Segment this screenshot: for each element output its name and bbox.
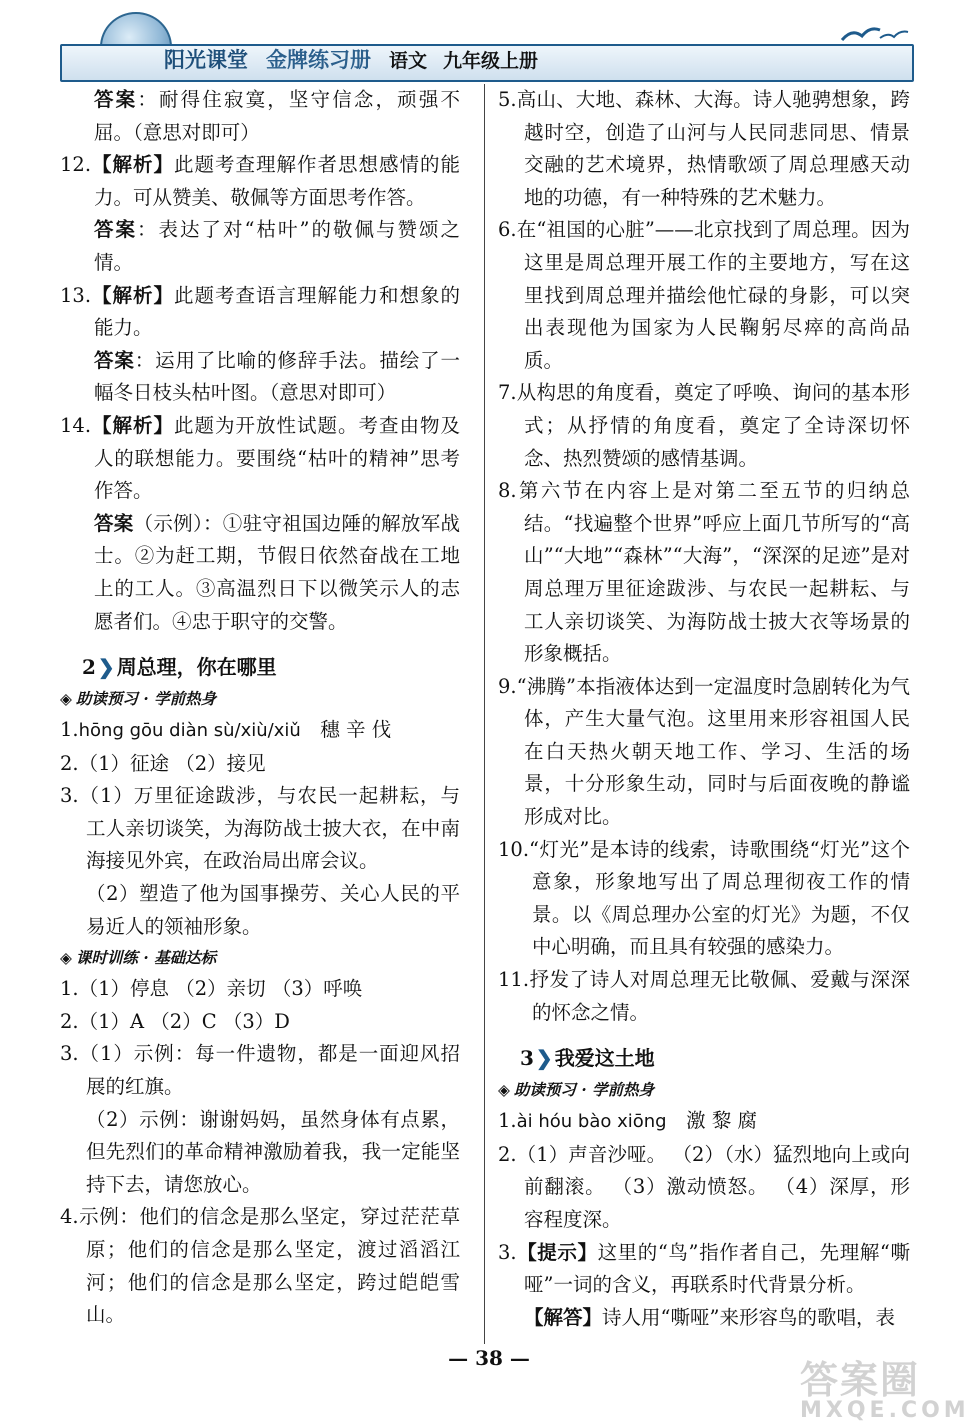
- grade-name: 九年级上册: [443, 50, 539, 72]
- s3-preview-2: 2.（1）声音沙哑。 （2）（水）猛烈地向上或向前翻滚。 （3）激动愤怒。 （4）深厚，形容程度深。: [498, 1142, 910, 1231]
- training-4: 4.示例：他们的信念是那么坚定，穿过茫茫草原；他们的信念是那么坚定，渡过滔滔江河；他们的信念是那么坚定，跨过皑皑雪山。: [60, 1205, 460, 1327]
- chevron-right-icon: ❯: [97, 655, 115, 680]
- answer-11: 答案：耐得住寂寞，坚守信念，顽强不屈。（意思对即可）: [94, 88, 460, 144]
- s3-preview-1: 1.ài hóu bào xiōng 激 黎 腐: [498, 1109, 758, 1133]
- preview-3b: （2）塑造了他为国事操劳、关心人民的平易近人的领袖形象。: [86, 882, 460, 938]
- right-column: [498, 84, 910, 1334]
- answer-6: 6.在“祖国的心脏”——北京找到了周总理。因为这里是周总理开展工作的主要地方，写在这里找到周总理并描绘他忙碌的身影，可以突出表现他为国家为人民鞠躬尽瘁的高尚品质。: [498, 218, 910, 372]
- header-title: [164, 42, 538, 78]
- diamond-icon: ◈: [498, 1080, 510, 1100]
- answer-12: 答案：表达了对“枯叶”的敬佩与赞颂之情。: [94, 218, 460, 274]
- birds-icon: [840, 18, 910, 48]
- subheading-preview-3: ◈ 助读预习 · 学前热身: [498, 1080, 655, 1100]
- question-12: 12.【解析】此题考查理解作者思想感情的能力。可从赞美、敬佩等方面思考作答。: [60, 153, 460, 209]
- diamond-icon: ◈: [60, 948, 72, 968]
- page-number: — 38 —: [448, 1346, 530, 1370]
- page-header: [60, 8, 915, 72]
- answer-5: 5.高山、大地、森林、大海。诗人驰骋想象，跨越时空，创造了山河与人民同悲同思、情景交融的艺术境界，热情歌颂了周总理感天动地的功德，有一种特殊的艺术魅力。: [498, 88, 910, 209]
- training-3b: （2）示例：谢谢妈妈，虽然身体有点累，但先烈们的革命精神激励着我，我一定能坚持下去，请您放心。: [86, 1107, 460, 1196]
- chevron-right-icon: ❯: [535, 1046, 553, 1071]
- left-column: [60, 84, 460, 1332]
- s3-preview-3: 3.【提示】这里的“鸟”指作者自己，先理解“嘶哑”一词的含义，再联系时代背景分析。: [498, 1240, 910, 1297]
- subheading-preview: ◈ 助读预习 · 学前热身: [60, 689, 217, 709]
- question-14: 14.【解析】此题为开放性试题。考查由物及人的联想能力。要围绕“枯叶的精神”思考作答。: [60, 413, 460, 503]
- training-2: 2.（1）A （2）C （3）D: [60, 1009, 290, 1033]
- answer-8: 8.第六节在内容上是对第二至五节的归纳总结。“找遍整个世界”呼应上面几节所写的“高山”“大地”“森林”“大海”，“深深的足迹”是对周总理万里征途跋涉、与农民一起耕耘、与工人亲切谈笑、为海防战士披大衣等场景的形象概括。: [498, 479, 910, 666]
- brand-name: 阳光课堂: [164, 47, 248, 72]
- training-3: 3.（1）示例：每一件遗物，都是一面迎风招展的红旗。: [60, 1042, 460, 1099]
- s3-answer-3: 【解答】诗人用“嘶哑”来形容鸟的歌唱，表: [524, 1305, 895, 1329]
- answer-13: 答案：运用了比喻的修辞手法。描绘了一幅冬日枝头枯叶图。（意思对即可）: [94, 348, 460, 405]
- watermark-logo: 答案圈 MXQE.COM: [800, 1358, 970, 1423]
- subheading-training: ◈ 课时训练 · 基础达标: [60, 948, 217, 968]
- answer-7: 7.从构思的角度看，奠定了呼唤、询问的基本形式；从抒情的角度看，奠定了全诗深切怀念、热烈赞颂的感情基调。: [498, 381, 910, 470]
- question-13: 13.【解析】此题考查语言理解能力和想象的能力。: [60, 283, 460, 340]
- column-divider: [484, 84, 485, 1344]
- preview-1: 1.hōng gōu diàn sù/xiù/xiǔ 穗 辛 伐: [60, 718, 392, 742]
- preview-3: 3.（1）万里征途跋涉，与农民一起耕耘，与工人亲切谈笑，为海防战士披大衣，在中南海接见外宾，在政治局出席会议。: [60, 784, 460, 873]
- subject-name: 语文: [389, 50, 428, 72]
- answer-10: 10.“灯光”是本诗的线索，诗歌围绕“灯光”这个意象，形象地写出了周总理彻夜工作的情景。以《周总理办公室的灯光》为题，不仅中心明确，而且具有较强的感染力。: [498, 837, 910, 959]
- answer-14: 答案（示例）：①驻守祖国边陲的解放军战士。②为赶工期，节假日依然奋战在工地上的工人。③高温烈日下以微笑示人的志愿者们。④忠于职守的交警。: [94, 511, 460, 633]
- answer-11r: 11.抒发了诗人对周总理无比敬佩、爱戴与深深的怀念之情。: [498, 968, 910, 1024]
- series-name: 金牌练习册: [266, 47, 371, 72]
- section-3-title: 3 ❯ 我爱这土地: [520, 1046, 655, 1071]
- section-2-title: 2 ❯ 周总理，你在哪里: [82, 655, 277, 680]
- preview-2: 2.（1）征途 （2）接见: [60, 751, 266, 775]
- training-1: 1.（1）停息 （2）亲切 （3）呼唤: [60, 977, 363, 1001]
- diamond-icon: ◈: [60, 689, 72, 709]
- answer-9: 9.“沸腾”本指液体达到一定温度时急剧转化为气体，产生大量气泡。这里用来形容祖国人民在白天热火朝天地工作、学习、生活的场景，十分形象生动，同时与后面夜晚的静谧形成对比。: [498, 674, 910, 829]
